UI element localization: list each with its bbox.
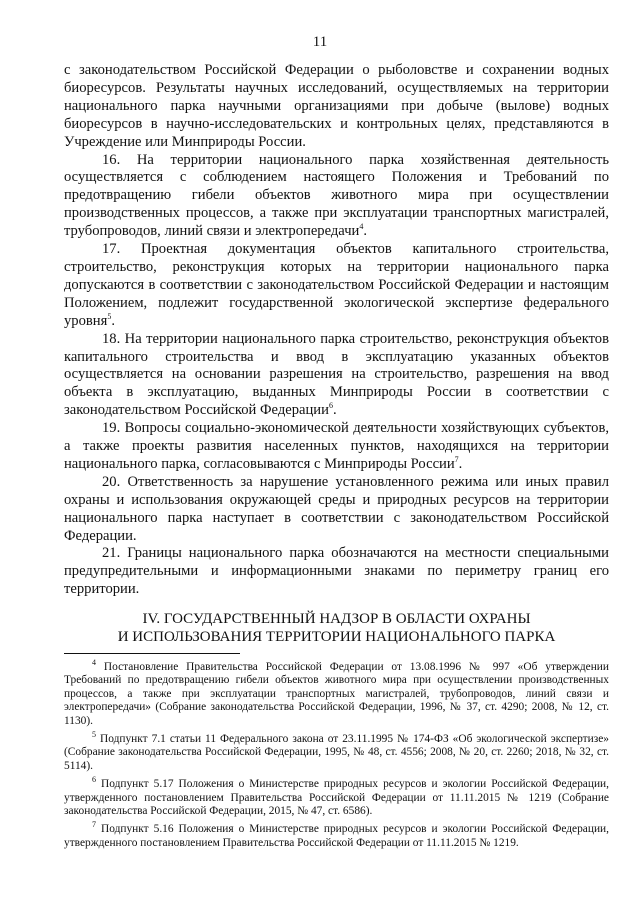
footnote-4	[64, 658, 609, 728]
footnote-separator	[64, 653, 240, 654]
footnotes	[64, 658, 609, 855]
footnote-text: Подпункт 5.16 Положения о Министерстве природных ресурсов и экологии Российской Федерации, утвержденного постановлением Правительства Российской Федерации от 11.11.2015 № 1219.	[64, 823, 609, 849]
section-heading-line-1: IV. ГОСУДАРСТВЕННЫЙ НАДЗОР В ОБЛАСТИ ОХРАНЫ	[142, 611, 531, 628]
footnote-ref: 4	[359, 222, 364, 232]
footnote-text: Постановление Правительства Российской Федерации от 13.08.1996 № 997 «Об утверждении Требований по предотвращению гибели объектов животного мира при осуществлении производственных процессов, а также при эксплуатации транспортных магистралей, трубопроводов, линий связи и электропередачи» (Собрание законодательства Российской Федерации, 1996, № 37, ст. 4290; 2008, № 12, ст. 1130).	[64, 661, 609, 727]
footnote-5	[64, 730, 609, 773]
paragraph-text: 18. На территории национального парка строительство, реконструкция объектов капитального строительства и ввод в эксплуатацию указанных объектов осуществляется на основании разрешения на строительство, разрешения на ввод объекта в эксплуатацию, выданных Минприроды России в соответствии с законодательством Российской Федерации	[64, 330, 609, 419]
footnote-number: 5	[92, 730, 96, 740]
paragraph-text: 20. Ответственность за нарушение установленного режима или иных правил охраны и использования окружающей среды и природных ресурсов на территории национального парка наступает в соответствии с законодательством Российской Федерации.	[64, 473, 609, 544]
paragraph-21	[64, 545, 609, 599]
paragraph-text: 16. На территории национального парка хозяйственная деятельность осуществляется с соблюдением настоящего Положения и Требований по предотвращению гибели объектов животного мира при осуществлении производственных процессов, а также при эксплуатации транспортных магистралей, трубопроводов, линий связи и электропередачи	[64, 151, 609, 240]
footnote-ref: 7	[454, 455, 459, 465]
paragraph-text: 19. Вопросы социально-экономической деятельности хозяйствующих субъектов, а также проекты развития населенных пунктов, находящихся на территории национального парка, согласовываются с Минприроды России	[64, 420, 609, 472]
paragraph-text: с законодательством Российской Федерации о рыболовстве и сохранении водных биоресурсов. Результаты научных исследований, осуществляемых на территории национального парка научными организациями при добыче (вылове) водных биоресурсов в научно-исследовательских и контрольных целях, представляются в Учреждение или Минприроды России.	[64, 62, 609, 150]
footnote-number: 7	[92, 820, 96, 830]
paragraph-19: 19. Вопросы социально-экономической деятельности хозяйствующих субъектов, а также проекты развития населенных пунктов, находящихся на территории национального парка, согласовываются с Минприроды России$^7$.	[64, 420, 609, 472]
paragraph-16: 16. На территории национального парка хозяйственная деятельность осуществляется с соблюдением настоящего Положения и Требований по предотвращению гибели объектов животного мира при осуществлении производственных процессов, а также при эксплуатации транспортных магистралей, трубопроводов, линий связи и электропередачи$^4$.	[64, 151, 609, 240]
footnote-7	[64, 820, 609, 850]
section-heading	[64, 610, 609, 646]
paragraph-18: 18. На территории национального парка строительство, реконструкция объектов капитального строительства и ввод в эксплуатацию указанных объектов осуществляется на основании разрешения на строительство, разрешения на ввод объекта в эксплуатацию, выданных Минприроды России в соответствии с законодательством Российской Федерации$^6$.	[64, 330, 609, 419]
paragraph-text: 17. Проектная документация объектов капитального строительства, строительство, реконструкция которых на территории национального парка допускаются в соответствии с законодательством Российской Федерации и настоящим Положением, подлежит государственной экологической экспертизе федерального уровня	[64, 241, 609, 329]
document-body	[64, 62, 609, 646]
paragraph-text: 21. Границы национального парка обозначаются на местности специальными предупредительными и информационными знаками по периметру границ его территории.	[64, 545, 609, 598]
paragraph-continuation	[64, 62, 609, 152]
footnote-ref: 5	[107, 311, 112, 321]
paragraph-20	[64, 474, 609, 546]
page-number: 11	[312, 34, 328, 50]
footnote-text: Подпункт 7.1 статьи 11 Федерального закона от 23.11.1995 № 174-ФЗ «Об экологической экспертизе» (Собрание законодательства Российской Федерации, 1995, № 48, ст. 4556; 2008, № 20, ст. 2260; 2018, № 32, ст. 5114).	[64, 733, 609, 772]
footnote-number: 6	[92, 775, 96, 785]
footnote-number: 4	[92, 658, 96, 668]
footnote-ref: 6	[328, 401, 333, 411]
paragraph-17: 17. Проектная документация объектов капитального строительства, строительство, реконструкция которых на территории национального парка допускаются в соответствии с законодательством Российской Федерации и настоящим Положением, подлежит государственной экологической экспертизе федерального уровня$^5$.	[64, 241, 609, 329]
footnote-text: Подпункт 5.17 Положения о Министерстве природных ресурсов и экологии Российской Федерации, утвержденного постановлением Правительства Российской Федерации от 11.11.2015 № 1219 (Собрание законодательства Российской Федерации, 2015, № 47, ст. 6586).	[64, 778, 609, 818]
section-heading-line-2: И ИСПОЛЬЗОВАНИЯ ТЕРРИТОРИИ НАЦИОНАЛЬНОГО ПАРКА	[117, 629, 556, 646]
footnote-6	[64, 775, 609, 818]
